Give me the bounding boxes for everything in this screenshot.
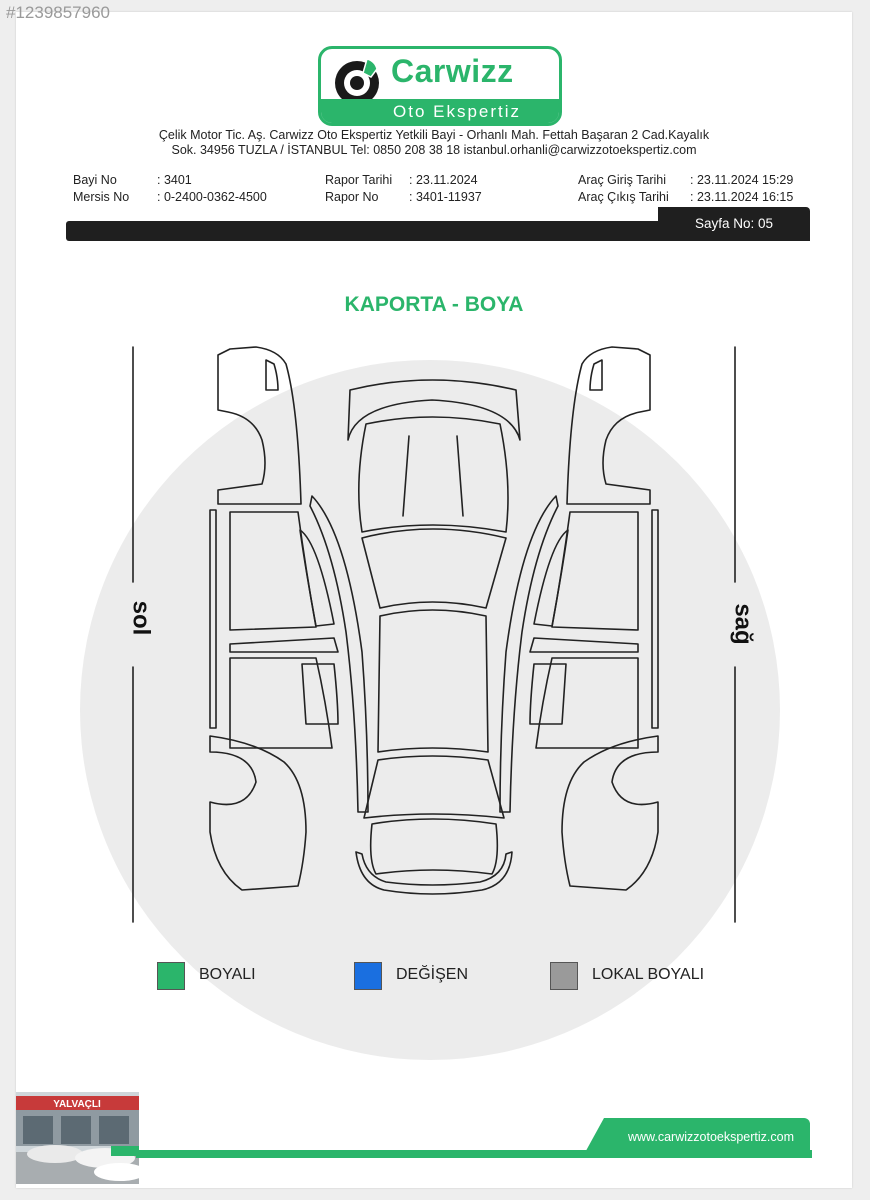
right-rear-fender xyxy=(562,736,658,890)
dealer-photo-thumbnail xyxy=(16,1092,139,1184)
left-front-window xyxy=(300,530,334,626)
left-sill-strip xyxy=(210,510,216,728)
right-front-fender xyxy=(567,347,650,504)
dealer-photo-image xyxy=(16,1092,139,1184)
windshield xyxy=(362,529,506,608)
left-front-fender xyxy=(218,347,301,504)
address-line-1: Çelik Motor Tic. Aş. Carwizz Oto Ekspertiz Yetkili Bayi - Orhanlı Mah. Fettah Başaran 2 Cad.Kayalık xyxy=(158,128,710,142)
right-sill-strip xyxy=(652,510,658,728)
section-title: KAPORTA - BOYA xyxy=(344,293,524,316)
legend-swatch-lokal-boyali xyxy=(550,962,578,990)
legend-label-lokal-boyali: LOKAL BOYALI xyxy=(592,966,705,983)
left-rear-door xyxy=(230,658,332,748)
left-door-trim xyxy=(230,638,338,652)
legend-swatch-boyali xyxy=(157,962,185,990)
trunk xyxy=(371,819,498,874)
roof xyxy=(378,610,488,752)
left-mirror xyxy=(266,360,278,390)
bayi-no-label: Bayi No xyxy=(73,173,117,187)
footer-website-link[interactable]: www.carwizzotoekspertiz.com xyxy=(627,1130,794,1144)
address-line-2: Sok. 34956 TUZLA / İSTANBUL Tel: 0850 208 38 18 istanbul.orhanli@carwizzotoekspertiz.com xyxy=(171,143,697,157)
left-side-label: sol xyxy=(127,600,155,636)
mersis-no-value: : 0-2400-0362-4500 xyxy=(157,190,267,204)
cikis-tarihi-value: : 23.11.2024 16:15 xyxy=(690,190,794,204)
hood xyxy=(359,417,508,532)
image-id-label: #1239857960 xyxy=(6,3,111,22)
footer-tab xyxy=(604,1118,810,1158)
page-number: Sayfa No: 05 xyxy=(694,216,774,231)
right-door-trim xyxy=(530,638,638,652)
hood-line-right xyxy=(457,436,463,516)
left-rear-fender xyxy=(210,736,306,890)
right-front-door xyxy=(552,512,638,630)
giris-tarihi-value: : 23.11.2024 15:29 xyxy=(690,173,794,187)
left-front-door xyxy=(230,512,316,630)
rear-window xyxy=(364,756,504,818)
cikis-tarihi-label: Araç Çıkış Tarihi xyxy=(578,190,669,204)
rapor-tarihi-value: : 23.11.2024 xyxy=(409,173,478,187)
logo-subtitle: Oto Ekspertiz xyxy=(393,102,522,121)
right-rear-door xyxy=(536,658,638,748)
legend-label-boyali: BOYALI xyxy=(199,966,256,983)
report-page xyxy=(16,12,852,1188)
mersis-no-label: Mersis No xyxy=(73,190,130,204)
right-side-label: sağ xyxy=(729,603,757,645)
giris-tarihi-label: Araç Giriş Tarihi xyxy=(578,173,666,187)
right-pillar-strip xyxy=(500,496,558,812)
rapor-no-label: Rapor No xyxy=(325,190,379,204)
logo-name: Carwizz xyxy=(391,53,514,89)
right-front-window xyxy=(534,530,568,626)
dealer-sign-text: YALVAÇLI xyxy=(53,1099,101,1110)
legend-swatch-degisen xyxy=(354,962,382,990)
front-bumper xyxy=(348,380,520,440)
rapor-no-value: : 3401-11937 xyxy=(409,190,482,204)
bayi-no-value: : 3401 xyxy=(157,173,192,187)
left-pillar-strip xyxy=(310,496,368,812)
rapor-tarihi-label: Rapor Tarihi xyxy=(325,173,393,187)
right-mirror xyxy=(590,360,602,390)
legend-label-degisen: DEĞİŞEN xyxy=(396,966,469,983)
hood-line-left xyxy=(403,436,409,516)
